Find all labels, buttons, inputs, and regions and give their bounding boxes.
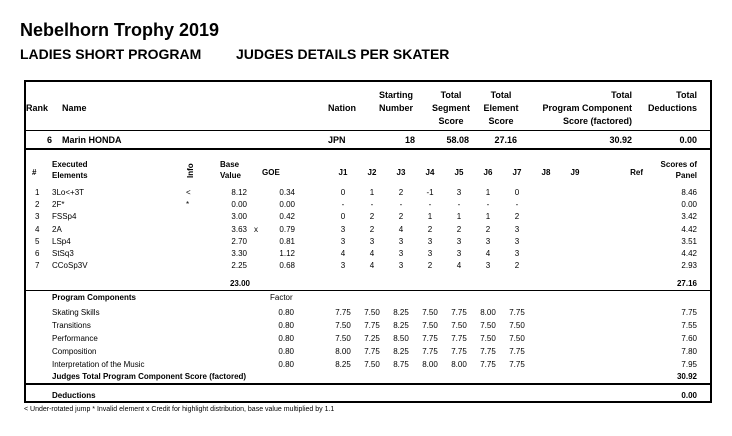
element-info: *	[186, 200, 190, 210]
judge-goe: 3	[427, 236, 433, 246]
element-panel-score: 3.42	[681, 212, 697, 222]
table-divider	[24, 130, 712, 131]
deductions-value: 0.00	[681, 391, 697, 400]
judge-goe: 3	[514, 249, 520, 258]
component-name: Transitions	[52, 321, 91, 330]
judge-goe: -	[399, 200, 403, 210]
element-goe: 1.12	[279, 249, 295, 258]
ref-header: Ref	[630, 168, 643, 177]
judge-component-mark: 8.25	[335, 360, 351, 369]
segment-score-header: Score	[438, 116, 464, 126]
element-panel-score: 0.00	[681, 200, 697, 210]
judge-component-mark: 8.00	[335, 347, 351, 356]
name-header: Name	[62, 103, 87, 113]
components-total-score: 30.92	[676, 372, 697, 381]
elements-base-total: 23.00	[229, 279, 250, 288]
element-info: <	[186, 188, 191, 197]
judge-component-mark: 7.50	[364, 360, 380, 369]
table-divider	[24, 383, 712, 385]
judge-header: J7	[512, 168, 522, 177]
table-divider	[24, 148, 712, 150]
panel-score-header: Scores of	[660, 160, 697, 169]
judge-component-mark: 7.75	[364, 347, 380, 356]
element-goe: 0.34	[279, 188, 295, 197]
judge-component-mark: 7.25	[364, 334, 380, 343]
executed-elements-header: Executed	[52, 160, 88, 169]
judge-component-mark: 7.75	[451, 347, 467, 356]
element-panel-score: 8.46	[681, 188, 697, 197]
judge-goe: 2	[369, 224, 375, 234]
component-factor: 0.80	[278, 308, 294, 317]
judge-goe: -	[515, 200, 519, 210]
judge-component-mark: 8.50	[393, 334, 409, 343]
judge-goe: 4	[456, 261, 462, 271]
component-score-header: Score (factored)	[562, 116, 632, 126]
total-deductions: 0.00	[679, 135, 697, 145]
element-name: 2F*	[52, 200, 65, 210]
element-base-value: 2.25	[231, 261, 247, 271]
element-panel-score: 2.93	[681, 261, 697, 271]
element-base-value: 2.70	[231, 236, 247, 246]
element-number: 6	[35, 249, 40, 258]
judge-goe: 4	[340, 249, 346, 258]
judge-goe: 2	[369, 212, 375, 222]
panel-score-header: Panel	[675, 171, 697, 180]
component-name: Composition	[52, 347, 97, 356]
component-name: Interpretation of the Music	[52, 360, 145, 369]
skater-nation: JPN	[328, 135, 346, 145]
judge-component-mark: 8.25	[393, 321, 409, 330]
segment-score-header: Segment	[431, 103, 470, 113]
judge-goe: 3	[369, 236, 375, 246]
info-header: Info	[186, 163, 195, 178]
legend: < Under-rotated jump * Invalid element x Credit for highlight distribution, base value multiplied by 1.1	[24, 406, 335, 413]
judge-component-mark: 7.50	[335, 334, 351, 343]
judge-goe: 3	[485, 261, 491, 271]
judge-component-mark: 7.50	[509, 334, 525, 343]
element-score-header: Score	[488, 116, 514, 126]
table-divider	[24, 290, 712, 291]
judge-goe: 2	[427, 224, 433, 234]
element-name: CCoSp3V	[52, 261, 88, 271]
judge-component-mark: 7.50	[335, 321, 351, 330]
element-goe: 0.81	[279, 236, 295, 246]
judge-goe: 2	[398, 212, 404, 222]
element-score-header: Total	[490, 90, 512, 100]
element-panel-score: 4.42	[681, 224, 697, 234]
base-value-header: Base	[220, 160, 240, 169]
judge-goe: 3	[485, 236, 491, 246]
judge-goe: 0	[340, 212, 346, 222]
judge-component-mark: 7.75	[451, 334, 467, 343]
judge-component-mark: 7.50	[422, 321, 438, 330]
component-score-header: Program Component	[542, 103, 632, 113]
judge-goe: 3	[427, 249, 433, 258]
judge-goe: -	[341, 200, 345, 210]
nation-header: Nation	[328, 103, 356, 113]
component-panel-score: 7.55	[681, 321, 697, 330]
element-number: 7	[35, 261, 40, 271]
judge-goe: 3	[340, 224, 346, 234]
component-factor: 0.80	[278, 334, 294, 343]
judge-goe: 1	[369, 188, 375, 197]
component-name: Skating Skills	[52, 308, 100, 317]
element-goe: 0.42	[279, 212, 295, 222]
judge-goe: 2	[398, 188, 404, 197]
skater-rank: 6	[46, 135, 52, 145]
judge-component-mark: 8.25	[393, 347, 409, 356]
element-base-value: 3.00	[231, 212, 247, 222]
deductions-label: Deductions	[52, 391, 96, 400]
judge-goe: 3	[398, 249, 404, 258]
judge-component-mark: 7.75	[509, 308, 525, 317]
component-factor: 0.80	[278, 321, 294, 330]
judge-header: J5	[454, 168, 464, 177]
judge-component-mark: 7.75	[480, 347, 496, 356]
judge-header: J1	[338, 168, 348, 177]
judge-goe: 1	[485, 188, 491, 197]
element-base-value: 3.63	[231, 224, 247, 234]
judge-goe: 1	[427, 212, 433, 222]
judge-goe: 3	[340, 236, 346, 246]
element-panel-score: 4.42	[681, 249, 697, 258]
judge-component-mark: 7.50	[480, 321, 496, 330]
segment-title: LADIES SHORT PROGRAM	[20, 46, 202, 62]
judge-goe: 4	[369, 249, 375, 258]
judge-goe: 3	[514, 236, 520, 246]
deductions-header: Total	[676, 90, 697, 100]
component-panel-score: 7.95	[681, 360, 697, 369]
judge-component-mark: 7.50	[480, 334, 496, 343]
element-name: 3Lo<+3T	[52, 188, 85, 197]
judge-component-mark: 8.75	[393, 360, 409, 369]
judge-header: J9	[570, 168, 580, 177]
element-number: 3	[35, 212, 40, 222]
component-score: 30.92	[609, 135, 632, 145]
judge-goe: 2	[514, 212, 520, 222]
element-goe: 0.68	[279, 261, 295, 271]
judge-goe: 3	[456, 249, 462, 258]
judge-component-mark: 7.50	[364, 308, 380, 317]
components-total-label: Judges Total Program Component Score (factored)	[52, 372, 247, 381]
element-score: 27.16	[494, 135, 517, 145]
judge-goe: 3	[456, 236, 462, 246]
judge-goe: 1	[456, 212, 462, 222]
judge-component-mark: 8.25	[393, 308, 409, 317]
event-title: Nebelhorn Trophy 2019	[20, 20, 220, 40]
base-value-header: Value	[220, 171, 241, 180]
element-number: 4	[35, 224, 40, 234]
starting-number-header: Number	[378, 103, 413, 113]
judge-goe: 4	[369, 261, 375, 271]
judge-component-mark: 7.75	[480, 360, 496, 369]
bonus-marker: x	[254, 224, 258, 234]
skater-name: Marin HONDA	[62, 135, 122, 145]
judge-component-mark: 7.50	[422, 308, 438, 317]
judge-component-mark: 7.75	[509, 360, 525, 369]
judge-goe: 2	[514, 261, 520, 271]
component-name: Performance	[52, 334, 98, 343]
element-number: 5	[35, 236, 40, 246]
judge-header: J4	[425, 168, 435, 177]
executed-elements-header: Elements	[52, 171, 88, 180]
report-title: JUDGES DETAILS PER SKATER	[236, 46, 450, 62]
component-score-header: Total	[611, 90, 632, 100]
element-base-value: 0.00	[231, 200, 247, 210]
component-factor: 0.80	[278, 360, 294, 369]
component-panel-score: 7.60	[681, 334, 697, 343]
rank-header: Rank	[26, 103, 49, 113]
judge-component-mark: 7.50	[451, 321, 467, 330]
judge-component-mark: 7.75	[422, 347, 438, 356]
segment-score: 58.08	[446, 135, 469, 145]
element-name: 2A	[52, 224, 62, 234]
element-base-value: 8.12	[231, 188, 247, 197]
judge-goe: 3	[398, 236, 404, 246]
element-name: LSp4	[52, 236, 71, 246]
judge-component-mark: 8.00	[480, 308, 496, 317]
segment-score-header: Total	[440, 90, 462, 100]
deductions-header: Deductions	[647, 103, 697, 113]
judge-goe: 2	[427, 261, 433, 271]
element-panel-score: 3.51	[681, 236, 697, 246]
starting-number-header: Starting	[378, 90, 413, 100]
component-panel-score: 7.75	[681, 308, 697, 317]
factor-header: Factor	[270, 293, 293, 302]
num-header: #	[32, 168, 37, 177]
components-heading: Program Components	[52, 293, 137, 302]
judge-goe: 0	[514, 188, 520, 197]
judge-component-mark: 8.00	[422, 360, 438, 369]
skater-starting-number: 18	[404, 135, 415, 145]
judge-goe: -	[486, 200, 490, 210]
element-goe: 0.00	[279, 200, 295, 210]
element-name: StSq3	[52, 249, 74, 258]
judge-goe: 3	[340, 261, 346, 271]
element-number: 2	[35, 200, 40, 210]
element-number: 1	[35, 188, 40, 197]
judge-goe: 3	[456, 188, 462, 197]
element-name: FSSp4	[52, 212, 77, 222]
judge-goe: 1	[485, 212, 491, 222]
judge-component-mark: 7.75	[509, 347, 525, 356]
judge-header: J2	[367, 168, 377, 177]
element-base-value: 3.30	[231, 249, 247, 258]
judge-header: J3	[396, 168, 406, 177]
judge-header: J6	[483, 168, 493, 177]
judge-goe: 2	[456, 224, 462, 234]
judge-component-mark: 7.50	[509, 321, 525, 330]
judge-goe: 2	[485, 224, 491, 234]
judge-component-mark: 7.75	[451, 308, 467, 317]
judge-goe: -	[428, 200, 432, 210]
judge-component-mark: 7.75	[335, 308, 351, 317]
component-factor: 0.80	[278, 347, 294, 356]
judge-component-mark: 8.00	[451, 360, 467, 369]
component-panel-score: 7.80	[681, 347, 697, 356]
judge-goe: -	[457, 200, 461, 210]
element-goe: 0.79	[279, 224, 295, 234]
judge-goe: -1	[426, 188, 434, 197]
judge-goe: 3	[514, 224, 520, 234]
elements-score-total: 27.16	[676, 279, 697, 288]
judge-goe: -	[370, 200, 374, 210]
judge-component-mark: 7.75	[422, 334, 438, 343]
judge-goe: 3	[398, 261, 404, 271]
judge-header: J8	[541, 168, 551, 177]
judge-goe: 4	[398, 224, 404, 234]
judge-component-mark: 7.75	[364, 321, 380, 330]
element-score-header: Element	[483, 103, 519, 113]
goe-header: GOE	[262, 168, 280, 177]
judge-goe: 4	[485, 249, 491, 258]
judge-goe: 0	[340, 188, 346, 197]
